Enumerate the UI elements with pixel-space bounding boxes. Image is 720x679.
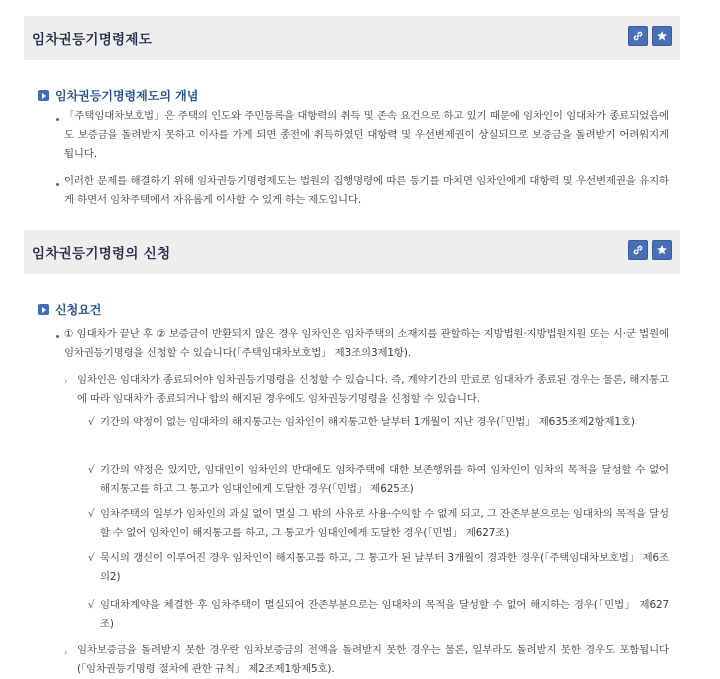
paragraph: 이러한 문제를 해결하기 위해 임차권등기명령제도는 법원의 집행명령에 따른 등기를 마치면 임차인에게 대항력 및 우선변제권을 유지하게 하면서 임차주택에서 자유롭게 이사할 수 있게 하는 제도입니다. <box>64 175 669 206</box>
check-item: 임차주택의 일부가 임차인의 과실 없이 멸실 그 밖의 사유로 사용·수익할 수 없게 되고, 그 잔존부분으로는 임대차의 목적을 달성할 수 없어 임차인이 해지통고를 하고, 그 통고가 임대인에게 도달한 경우(「민법」 제627조) <box>100 508 669 539</box>
check-item: 기간의 약정은 있지만, 임대인이 임차인의 반대에도 임차주택에 대한 보존행위를 하여 임차인이 임차의 목적을 달성할 수 없어 해지통고를 하고 그 통고가 임대인에게 도달한 경우(「민법」 제625조) <box>100 464 669 495</box>
check-mark: √ <box>88 464 95 476</box>
star-icon <box>656 244 668 256</box>
sub-arrow: › <box>64 377 68 387</box>
check-mark: √ <box>88 508 95 520</box>
check-mark: √ <box>88 552 95 564</box>
link-icon <box>632 244 644 256</box>
paragraph: 「주택임대차보호법」은 주택의 인도와 주민등록을 대항력의 취득 및 존속 요건으로 하고 있기 때문에 임차인이 임대차가 종료되었음에도 보증금을 돌려받지 못하고 이사를 가게 되면 종전에 취득하였던 대항력 및 우선변제권이 상실되므로 보증금을 돌려받기 어려워지게 됩니다. <box>64 110 669 160</box>
subheading <box>38 301 101 318</box>
check-mark: √ <box>88 599 95 611</box>
arrow-bullet-icon <box>38 304 49 315</box>
sub-item: 임차보증금을 돌려받지 못한 경우란 임차보증금의 전액을 돌려받지 못한 경우는 물론, 일부라도 돌려받지 못한 경우도 포함됩니다(「임차권등기명령 절차에 관한 규칙」 제2조제1항제5호). <box>77 644 669 675</box>
check-item: 임대차계약을 체결한 후 임차주택이 멸실되어 잔존부분으로는 임대차의 목적을 달성할 수 없어 해지하는 경우(「민법」 제627조) <box>100 599 669 630</box>
arrow-bullet-icon <box>38 90 49 101</box>
subheading-text: 임차권등기명령제도의 개념 <box>55 89 199 103</box>
section-header-1 <box>24 16 680 60</box>
section-actions <box>628 26 672 46</box>
bullet-dot <box>56 183 59 186</box>
check-mark: √ <box>88 416 95 428</box>
subheading <box>38 87 198 104</box>
section-actions <box>628 240 672 260</box>
bullet-dot <box>56 335 59 338</box>
section-title: 임차권등기명령의 신청 <box>32 246 171 262</box>
bullet-dot <box>56 118 59 121</box>
link-button[interactable] <box>628 26 648 46</box>
check-item: 묵시의 갱신이 이루어진 경우 임차인이 해지통고를 하고, 그 통고가 된 날부터 3개월이 경과한 경우(「주택임대차보호법」 제6조의2) <box>100 552 669 583</box>
link-icon <box>632 30 644 42</box>
bookmark-button[interactable] <box>652 26 672 46</box>
link-button[interactable] <box>628 240 648 260</box>
section-title: 임차권등기명령제도 <box>32 32 153 48</box>
check-item: 기간의 약정이 없는 임대차의 해지통고는 임차인이 해지통고한 날부터 1개월이 지난 경우(「민법」 제635조제2항제1호) <box>100 416 635 428</box>
sub-item: 임차인은 임대차가 종료되어야 임차권등기명령을 신청할 수 있습니다. 즉, 계약기간의 만료로 임대차가 종료된 경우는 물론, 해지통고에 따라 임대차가 종료되거나 합의 해지된 경우에도 임차권등기명령을 신청할 수 있습니다. <box>77 374 669 405</box>
bookmark-button[interactable] <box>652 240 672 260</box>
subheading-text: 신청요건 <box>55 303 102 317</box>
star-icon <box>656 30 668 42</box>
section-header-2 <box>24 230 680 274</box>
main-item: ① 임대차가 끝난 후 ② 보증금이 반환되지 않은 경우 임차인은 임차주택의 소재지를 관할하는 지방법원·지방법원지원 또는 시·군 법원에 임차권등기명령을 신청할 수 있습니다(「주택임대차보호법」 제3조의3제1항). <box>64 328 669 359</box>
sub-arrow: › <box>64 648 68 658</box>
